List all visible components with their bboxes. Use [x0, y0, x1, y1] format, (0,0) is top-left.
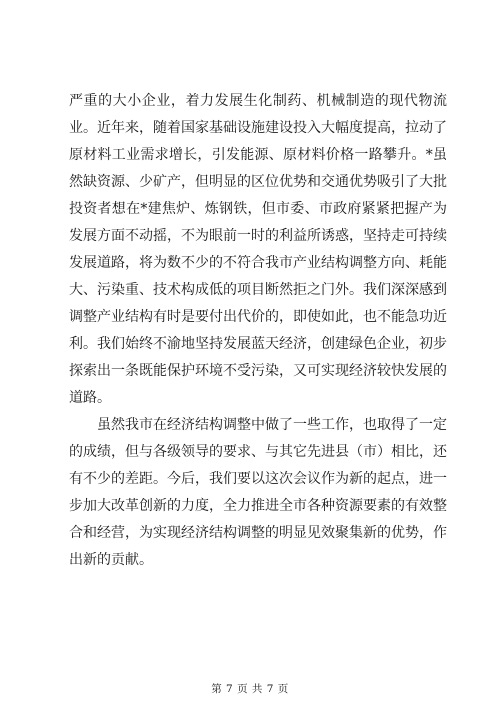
paragraph-1: 严重的大小企业，着力发展生化制药、机械制造的现代物流业。近年来，随着国家基础设施建设投入大幅度提高，拉动了原材料工业需求增长，引发能源、原材料价格一路攀升。*虽然缺资源、少矿产，但明显的区位优势和交通优势吸引了大批投资者想在*建焦炉、炼钢铁，但市委、市政府紧紧把握产为发展方面不动摇，不为眼前一时的利益所诱惑，坚持走可持续发展道路，将为数不少的不符合我市产业结构调整方向、耗能大、污染重、技术构成低的项目断然拒之门外。我们深深感到调整产业结构有时是要付出代价的，即使如此，也不能急功近利。我们始终不渝地坚持发展蓝天经济，创建绿色企业，初步探索出一条既能保护环境不受污染，又可实现经济较快发展的道路。 [69, 93, 447, 406]
document-body [69, 88, 447, 574]
page-number-footer: 第 7 页 共 7 页 [211, 683, 289, 695]
paragraph-2: 虽然我市在经济结构调整中做了一些工作，也取得了一定的成绩，但与各级领导的要求、与其它先进县（市）相比，还有不少的差距。今后，我们要以这次会议作为新的起点，进一步加大改革创新的力度，全力推进全市各种资源要素的有效整合和经营，为实现经济结构调整的明显见效聚集新的优势，作出新的贡献。 [69, 417, 447, 568]
